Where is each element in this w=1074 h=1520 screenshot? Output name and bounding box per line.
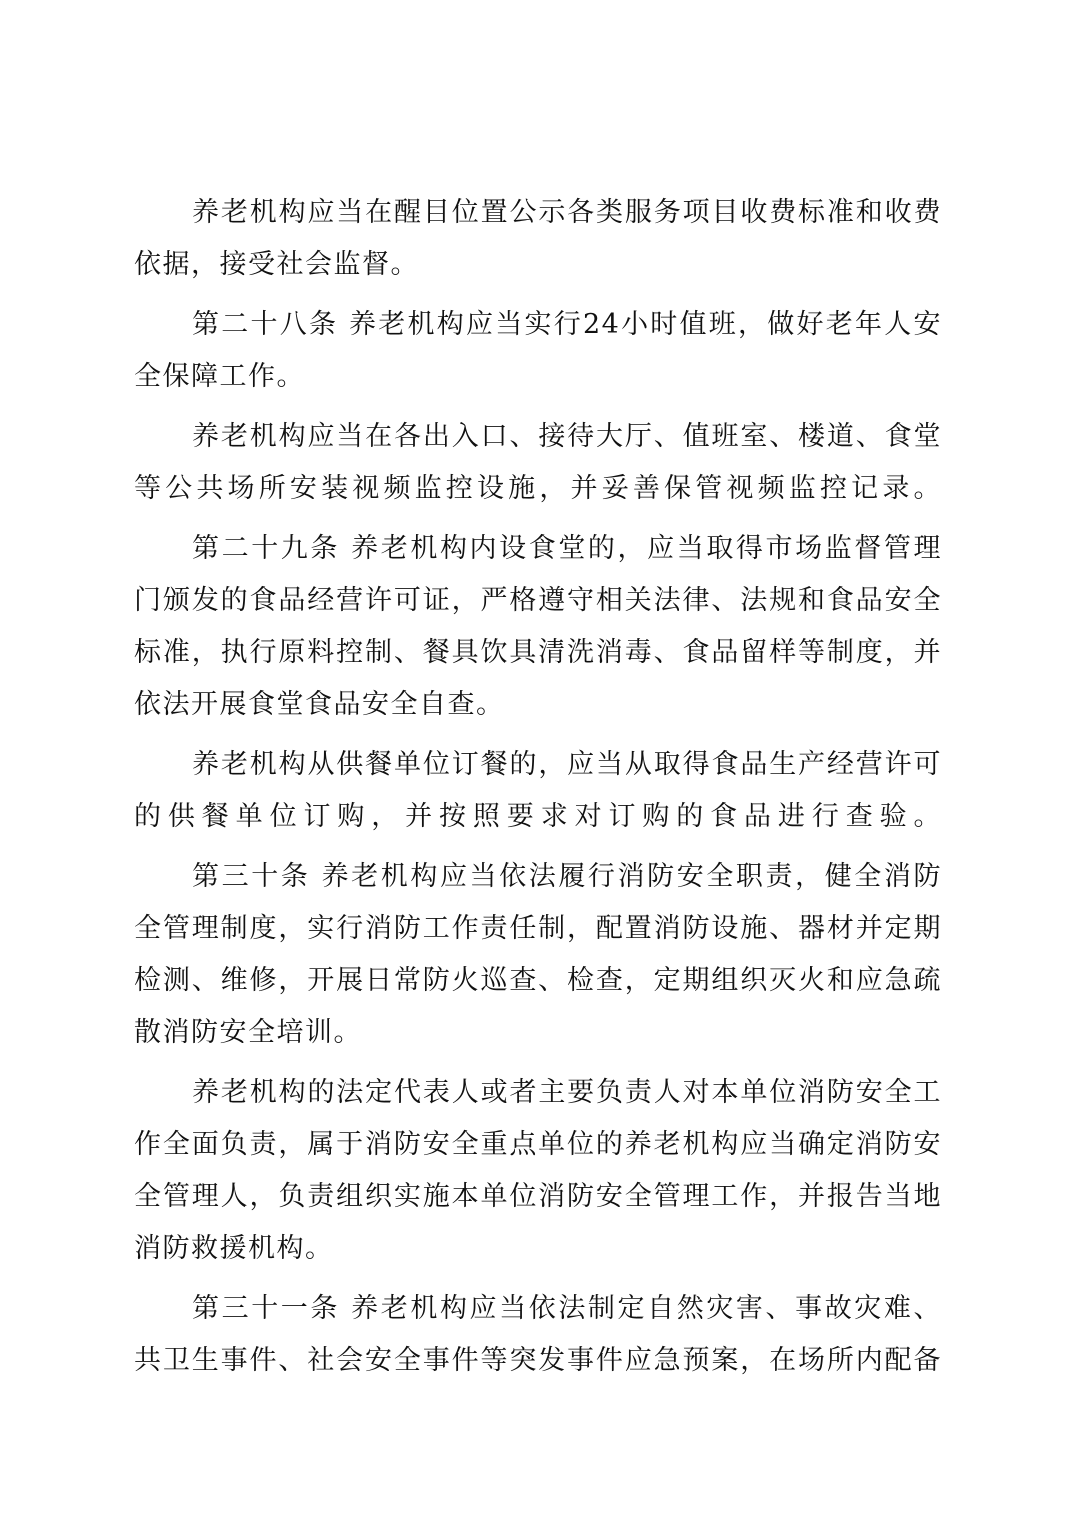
paragraph xyxy=(134,299,942,403)
text-line: 第二十八条 养老机构应当实行24小时值班，做好老年人安 xyxy=(192,309,942,340)
text-line: 全管理人，负责组织实施本单位消防安全管理工作，并报告当地 xyxy=(134,1181,942,1212)
text-line: 作全面负责，属于消防安全重点单位的养老机构应当确定消防安 xyxy=(134,1129,942,1160)
text-line: 全保障工作。 xyxy=(134,361,305,392)
paragraph xyxy=(134,739,942,843)
text-line: 散消防安全培训。 xyxy=(134,1017,362,1048)
text-line: 第三十一条 养老机构应当依法制定自然灾害、事故灾难、 xyxy=(192,1293,942,1324)
text-line: 养老机构的法定代表人或者主要负责人对本单位消防安全工 xyxy=(192,1077,942,1108)
paragraph xyxy=(134,851,942,1059)
text-line: 全管理制度，实行消防工作责任制，配置消防设施、器材并定期 xyxy=(134,913,942,944)
paragraph xyxy=(134,1067,942,1275)
paragraph xyxy=(134,411,942,515)
paragraph xyxy=(134,523,942,731)
text-line: 等公共场所安装视频监控设施，并妥善保管视频监控记录。 xyxy=(134,473,942,504)
paragraph xyxy=(134,1283,942,1387)
paragraph xyxy=(134,187,942,291)
text-line: 依法开展食堂食品安全自查。 xyxy=(134,689,505,720)
text-line: 依据，接受社会监督。 xyxy=(134,249,419,280)
text-line: 养老机构应当在各出入口、接待大厅、值班室、楼道、食堂 xyxy=(192,421,942,452)
text-line: 标准，执行原料控制、餐具饮具清洗消毒、食品留样等制度，并 xyxy=(134,637,942,668)
text-line: 消防救援机构。 xyxy=(134,1233,334,1264)
text-line: 养老机构应当在醒目位置公示各类服务项目收费标准和收费 xyxy=(192,197,942,228)
text-line: 第二十九条 养老机构内设食堂的，应当取得市场监督管理 xyxy=(192,533,942,564)
text-line: 养老机构从供餐单位订餐的，应当从取得食品生产经营许可 xyxy=(192,749,942,780)
text-line: 的供餐单位订购，并按照要求对订购的食品进行查验。 xyxy=(134,801,942,832)
text-line: 第三十条 养老机构应当依法履行消防安全职责，健全消防 xyxy=(192,861,942,892)
document-body xyxy=(134,187,942,1395)
text-line: 门颁发的食品经营许可证，严格遵守相关法律、法规和食品安全 xyxy=(134,585,942,616)
text-line: 检测、维修，开展日常防火巡查、检查，定期组织灭火和应急疏 xyxy=(134,965,942,996)
text-line: 共卫生事件、社会安全事件等突发事件应急预案，在场所内配备 xyxy=(134,1345,942,1376)
